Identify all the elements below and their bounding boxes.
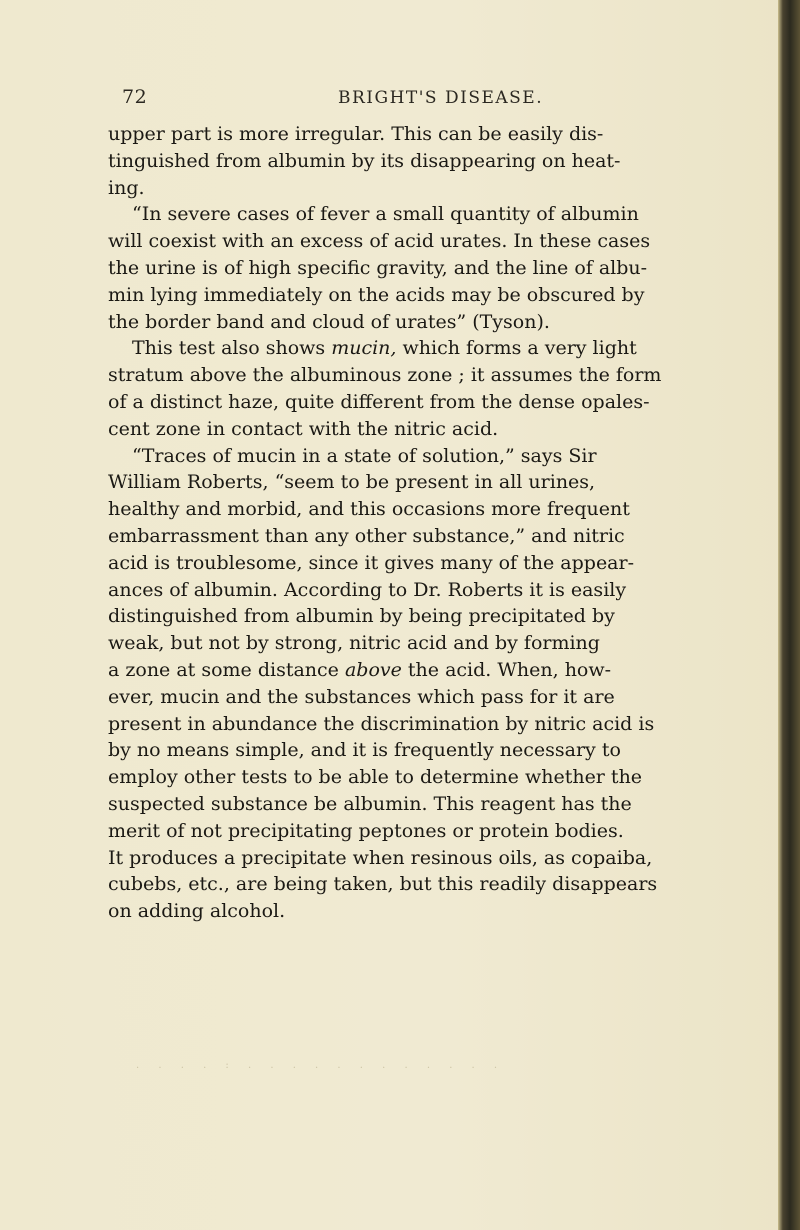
text-line: acid is troublesome, since it gives many of the appear- — [108, 551, 635, 574]
text-line: It produces a precipitate when resinous oils, as copaiba, — [108, 846, 653, 869]
text-fragment: a zone at some distance — [108, 658, 339, 681]
page-header — [0, 86, 800, 118]
text-line: employ other tests to be able to determine whether the — [108, 766, 643, 789]
text-line: the urine is of high specific gravity, and the line of albu- — [108, 256, 648, 279]
text-line: ances of albumin. According to Dr. Roberts it is easily — [108, 578, 627, 601]
page-number: 72 — [122, 86, 148, 108]
text-fragment: This test also shows — [132, 337, 326, 360]
faint-dots: . . . . : . . . . . . . . . . . . — [136, 1060, 506, 1071]
text-line: William Roberts, “seem to be present in all urines, — [108, 471, 596, 494]
text-line: “In severe cases of fever a small quantity of albumin — [132, 203, 639, 226]
running-head: BRIGHT'S DISEASE. — [338, 88, 544, 108]
text-line: merit of not precipitating peptones or protein bodies. — [108, 819, 624, 842]
text-line: cent zone in contact with the nitric acid. — [108, 417, 499, 440]
text-fragment: which forms a very light — [402, 337, 637, 360]
text-line: by no means simple, and it is frequently necessary to — [108, 739, 621, 762]
text-line: on adding alcohol. — [108, 900, 286, 923]
text-line: will coexist with an excess of acid urates. In these cases — [108, 230, 651, 253]
text-line: the border band and cloud of urates” (Tyson). — [108, 310, 550, 333]
text-line: present in abundance the discrimination by nitric acid is — [108, 712, 655, 735]
text-line: embarrassment than any other substance,” and nitric — [108, 524, 625, 547]
text-line: suspected substance be albumin. This reagent has the — [108, 792, 632, 815]
text-line: healthy and morbid, and this occasions more frequent — [108, 498, 630, 521]
text-fragment: the acid. When, how- — [407, 658, 612, 681]
text-line: cubebs, etc., are being taken, but this readily disappears — [108, 873, 658, 896]
text-line: “Traces of mucin in a state of solution,” says Sir — [132, 444, 597, 467]
body-text — [108, 121, 693, 925]
text-line: ever, mucin and the substances which pass for it are — [108, 685, 615, 708]
text-line: ing. — [108, 176, 145, 199]
text-line: weak, but not by strong, nitric acid and by forming — [108, 632, 600, 655]
text-line — [108, 657, 693, 684]
italic-word: above — [344, 658, 402, 681]
book-edge — [778, 0, 800, 1230]
text-line: stratum above the albuminous zone ; it assumes the form — [108, 364, 662, 387]
text-line — [108, 335, 693, 362]
text-line: upper part is more irregular. This can be easily dis- — [108, 123, 604, 145]
text-line: of a distinct haze, quite different from the dense opales- — [108, 390, 650, 413]
text-line: tinguished from albumin by its disappearing on heat- — [108, 149, 621, 172]
italic-word: mucin, — [331, 337, 397, 360]
text-line: distinguished from albumin by being precipitated by — [108, 605, 615, 628]
text-line: min lying immediately on the acids may be obscured by — [108, 283, 645, 306]
